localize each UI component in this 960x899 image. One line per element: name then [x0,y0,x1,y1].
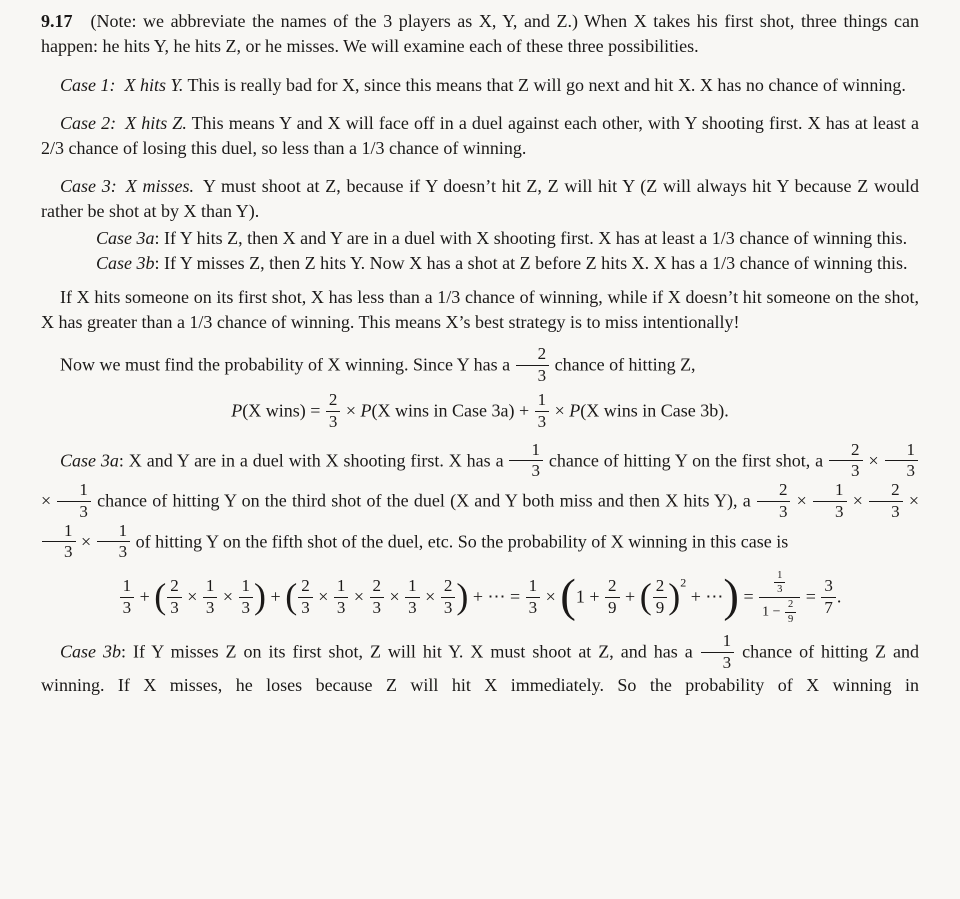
fraction [605,577,620,617]
fraction [167,577,182,617]
italic-text: Case 2: X hits Z. [60,113,187,133]
fraction [757,481,791,521]
denominator: 3 [326,411,341,432]
text-run: Y must shoot at Z, because if Y doesn’t hit Z, Z will hit Y (Z will always hit Y because Z would rather be shot at by X than Y). [41,176,919,221]
numerator: 1 [537,390,547,410]
denominator: 3 [869,501,903,522]
numerator: 1 [835,480,844,500]
text-run: + [135,586,155,607]
fraction [298,577,313,617]
fraction [509,441,543,481]
paren-delimiter: ) [723,570,739,623]
denominator: 9 [605,597,620,618]
denominator: 3 [120,597,135,618]
fraction [526,577,541,617]
numerator: 1 [722,631,732,651]
denominator: 3 [97,541,131,562]
text-run: If X hits someone on its first shot, X has less than a 1/3 chance of winning, while if X doesn’t hit someone on the shot, X has greater than a 1/3 chance of winning. This means X’s best strategy is to miss intentionally! [41,287,919,332]
denominator: 3 [370,597,385,618]
italic-text: Case 3b [60,641,121,662]
case-2-paragraph [41,111,919,161]
denominator: 9 [653,597,668,618]
text-run: (Note: we abbreviate the names of the 3 players as X, Y, and Z.) When X takes his first shot, three things can happen: he hits Y, he hits Z, or he misses. We will examine each of these three possibilities. [41,11,919,56]
fraction [701,632,735,672]
fraction [239,577,254,617]
case-3a-paragraph [41,226,919,251]
text-run: (X wins) = [242,400,325,421]
fraction [885,441,919,481]
numerator: 2 [788,598,794,610]
denominator: 3 [535,411,550,432]
paren-delimiter: ( [639,576,652,617]
fraction [821,577,836,617]
case-3a-detail-paragraph [41,439,919,563]
text-run: : If Y misses Z, then Z hits Y. Now X has a shot at Z before Z hits X. X has a 1/3 chance of winning this. [154,253,908,273]
numerator: 1 [528,576,538,596]
paren-delimiter: ( [154,576,167,617]
paren-delimiter: ) [668,576,681,617]
text-run: × [550,400,570,421]
numerator: 1 [777,569,783,581]
denominator: 3 [298,597,313,618]
numerator: 2 [891,480,900,500]
text-run: + ⋯ = [468,586,525,607]
denominator: 3 [885,460,919,481]
fraction [869,481,903,521]
text-run: × [182,586,202,607]
text-run: × [349,586,369,607]
text-run: + [266,586,286,607]
fraction [405,577,420,617]
denominator: 7 [821,597,836,618]
text-run: This is really bad for X, since this means that Z will go next and hit X. X has no chance of winning. [183,75,906,95]
text-run: : X and Y are in a duel with X shooting first. X has a [118,450,509,471]
text-run: × [903,490,919,511]
italic-text: Case 3: X misses. [60,176,194,196]
denominator: 3 [509,460,543,481]
numerator: 1 [118,520,128,540]
text-run: chance of hitting Z and winning. If X misses, he loses because Z will hit X immediately. So the probability of X winning in [41,641,920,696]
fraction [516,345,550,385]
italic-text: Case 3b [96,253,155,273]
text-run: : If Y misses Z on its first shot, Z will hit Y. X must shoot at Z, and has a [120,641,700,662]
fraction [203,577,218,617]
paren-delimiter: ) [254,576,267,617]
denominator: 3 [813,501,847,522]
text-run: chance of hitting Y on the first shot, a [543,450,829,471]
italic-text: Case 1: X hits Y. [60,75,184,95]
paren-delimiter: ) [456,576,469,617]
numerator: 3 [824,576,833,596]
text-run: This means Y and X will face off in a duel against each other, with Y shooting first. X has at least a 2/3 chance of losing this duel, so less than a 1/3 chance of winning. [41,113,919,158]
denominator: 3 [239,597,254,618]
text-run: + [620,586,640,607]
fraction [785,599,796,625]
denominator: 3 [774,582,785,596]
numerator: 2 [301,576,310,596]
case-1-paragraph [41,73,919,98]
paren-delimiter: ( [285,576,298,617]
fraction [42,522,76,562]
italic-text: P [231,400,243,421]
fraction [370,577,385,617]
numerator: 1 [336,576,346,596]
text-run: × [313,586,333,607]
numerator: 1 [64,520,73,540]
fraction [326,391,341,431]
numerator: 2 [170,576,179,596]
numerator: 1 [531,439,540,459]
fraction [813,481,847,521]
numerator: 1 [205,576,215,596]
numerator: 2 [608,576,617,596]
denominator: 3 [516,365,550,386]
fraction [759,570,800,625]
numerator: 1 [241,576,251,596]
text-run: Now we must find the probability of X winning. Since Y has a [60,354,515,375]
denominator: 3 [757,501,791,522]
text-run: (X wins in Case 3a) + [371,400,534,421]
denominator: 3 [526,597,541,618]
text-run: = [738,586,759,607]
text-run: 1 − [762,604,785,620]
denominator: 3 [441,597,456,618]
denominator: 3 [42,541,76,562]
case-3-paragraph [41,174,919,224]
text-run: chance of hitting Z, [550,354,696,375]
numerator: 2 [851,439,860,459]
numerator: 1 [408,576,417,596]
fraction [829,441,863,481]
numerator: 2 [372,576,382,596]
denominator: 3 [405,597,420,618]
numerator: 2 [443,576,453,596]
fraction [774,570,785,596]
denominator: 3 [334,597,349,618]
p-x-wins-equation [41,392,919,432]
text-run: × [541,586,561,607]
text-run: = [801,586,821,607]
denominator [759,597,800,625]
text-run: 1 + [575,586,605,607]
text-run: + ⋯ [686,586,724,607]
text-run: × [420,586,440,607]
denominator: 3 [57,501,91,522]
denominator: 3 [701,652,735,673]
text-run: . [836,586,842,607]
denominator: 9 [785,612,796,626]
case-3a-sum-equation [41,571,919,626]
fraction [653,577,668,617]
paren-delimiter: ( [560,570,576,623]
numerator: 1 [906,439,915,459]
text-run: × [41,490,57,511]
text-run: × [863,450,884,471]
fraction [535,391,550,431]
denominator: 3 [167,597,182,618]
italic-text: P [360,400,372,421]
text-run: × [847,490,869,511]
case-3b-paragraph [41,251,919,276]
text-run: × [76,530,96,551]
denominator: 3 [203,597,218,618]
text-run: × [385,586,405,607]
italic-text: P [569,400,581,421]
fraction [334,577,349,617]
italic-text: Case 3a [60,450,119,471]
fraction [97,522,131,562]
numerator: 2 [655,576,665,596]
denominator: 3 [829,460,863,481]
numerator [770,570,789,597]
text-run: of hitting Y on the fifth shot of the duel, etc. So the probability of X winning in this case is [131,530,789,551]
numerator: 1 [79,480,88,500]
fraction [120,577,135,617]
italic-text: Case 3a [96,228,155,248]
superscript-exponent: 2 [680,575,687,590]
text-run: (X wins in Case 3b). [580,400,729,421]
fraction [57,481,91,521]
numerator: 1 [122,576,132,596]
numerator: 2 [778,480,788,500]
strategy-paragraph [41,285,919,335]
text-run: × [341,400,361,421]
text-run: chance of hitting Y on the third shot of the duel (X and Y both miss and then X hits Y), a [91,490,756,511]
probability-intro-paragraph [41,346,919,386]
numerator: 2 [328,390,338,410]
numerator: 2 [537,344,547,363]
text-run: × [218,586,238,607]
bold-text: 9.17 [41,11,73,31]
intro-paragraph [41,9,919,59]
text-run: × [791,490,813,511]
fraction [441,577,456,617]
text-run: : If Y hits Z, then X and Y are in a duel with X shooting first. X has at least a 1/3 chance of winning this. [154,228,908,248]
case-3b-detail-paragraph [41,633,919,698]
